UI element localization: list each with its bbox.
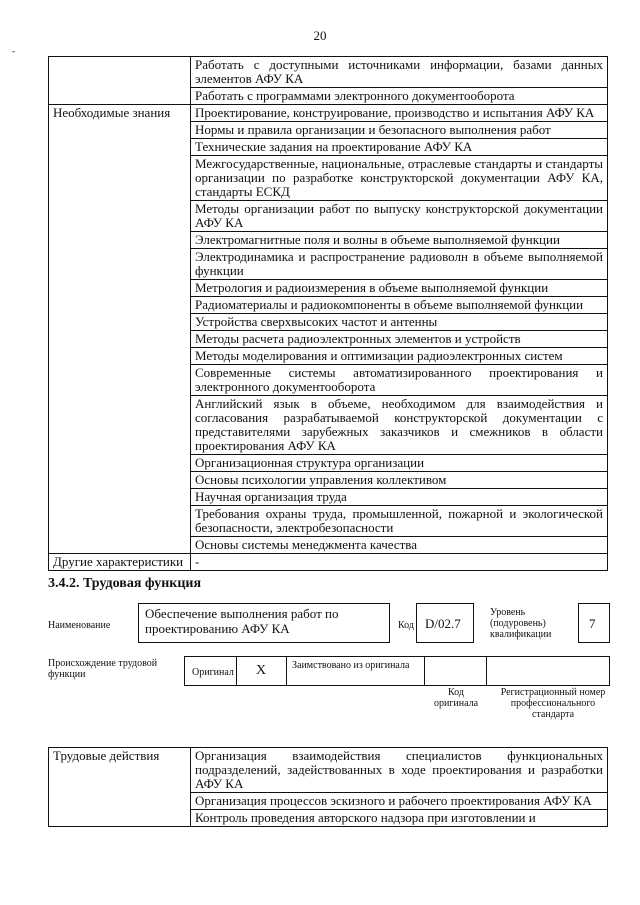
borrowed-label: Заимствовано из оригинала bbox=[292, 660, 410, 671]
row-value: Нормы и правила организации и безопасного выполнения работ bbox=[191, 122, 608, 139]
row-value: Работать с доступными источниками информации, базами данных элементов АФУ КА bbox=[191, 57, 608, 88]
origin-divider-2 bbox=[286, 656, 287, 686]
original-label: Оригинал bbox=[192, 667, 234, 678]
table-row bbox=[49, 748, 608, 793]
level-value: 7 bbox=[589, 616, 596, 631]
row-value: Организация взаимодействия специалистов функциональных подразделений, задействованных в ходе проектирования и разработки АФУ КА bbox=[191, 748, 608, 793]
row-value: Основы психологии управления коллективом bbox=[191, 472, 608, 489]
reg-number-label: Регистрационный номер профессионального стандарта bbox=[500, 687, 606, 720]
row-value: - bbox=[191, 554, 608, 571]
actions-table bbox=[48, 747, 608, 827]
row-value: Требования охраны труда, промышленной, пожарной и экологической безопасности, электробезопасности bbox=[191, 506, 608, 537]
table-row bbox=[49, 57, 608, 88]
row-value: Методы организации работ по выпуску конструкторской документации АФУ КА bbox=[191, 201, 608, 232]
code-label: Код bbox=[398, 620, 414, 631]
row-value: Проектирование, конструирование, производство и испытания АФУ КА bbox=[191, 105, 608, 122]
row-label: Другие характеристики bbox=[49, 554, 191, 571]
code-value: D/02.7 bbox=[425, 616, 461, 631]
row-value: Научная организация труда bbox=[191, 489, 608, 506]
table-row bbox=[49, 105, 608, 122]
row-label bbox=[49, 57, 191, 105]
original-mark: X bbox=[256, 663, 267, 678]
name-value: Обеспечение выполнения работ по проектированию АФУ КА bbox=[145, 606, 339, 636]
row-value: Современные системы автоматизированного проектирования и электронного документооборота bbox=[191, 365, 608, 396]
section-heading: 3.4.2. Трудовая функция bbox=[48, 576, 202, 591]
row-value: Работать с программами электронного документооборота bbox=[191, 88, 608, 105]
origin-divider-1 bbox=[236, 656, 237, 686]
code-original-label: Код оригинала bbox=[433, 687, 479, 709]
row-value: Основы системы менеджмента качества bbox=[191, 537, 608, 554]
page-number: 20 bbox=[313, 28, 327, 43]
row-value: Английский язык в объеме, необходимом для взаимодействия и согласования разрабатываемой конструкторской документации с представителями зарубежных заказчиков и смежников в области проектирования АФУ КА bbox=[191, 396, 608, 455]
level-label: Уровень (подуровень) квалификации bbox=[490, 607, 552, 640]
knowledge-table bbox=[48, 56, 608, 571]
name-label: Наименование bbox=[48, 620, 111, 631]
row-value: Методы расчета радиоэлектронных элементов и устройств bbox=[191, 331, 608, 348]
name-box bbox=[138, 603, 390, 643]
code-box bbox=[416, 603, 474, 643]
origin-label: Происхождение трудовой функции bbox=[48, 658, 158, 680]
row-value: Технические задания на проектирование АФУ КА bbox=[191, 139, 608, 156]
row-value: Организационная структура организации bbox=[191, 455, 608, 472]
row-value: Организация процессов эскизного и рабочего проектирования АФУ КА bbox=[191, 793, 608, 810]
row-value: Устройства сверхвысоких частот и антенны bbox=[191, 314, 608, 331]
row-value: Метрология и радиоизмерения в объеме выполняемой функции bbox=[191, 280, 608, 297]
row-label: Необходимые знания bbox=[49, 105, 191, 554]
origin-divider-3 bbox=[424, 656, 425, 686]
table-row bbox=[49, 554, 608, 571]
row-label: Трудовые действия bbox=[49, 748, 191, 827]
origin-divider-4 bbox=[486, 656, 487, 686]
row-value: Межгосударственные, национальные, отраслевые стандарты и стандарты организации по разработке конструкторской документации АФУ КА, стандарты ЕСКД bbox=[191, 156, 608, 201]
row-value: Электромагнитные поля и волны в объеме выполняемой функции bbox=[191, 232, 608, 249]
row-value: Радиоматериалы и радиокомпоненты в объеме выполняемой функции bbox=[191, 297, 608, 314]
row-value: Электродинамика и распространение радиоволн в объеме выполняемой функции bbox=[191, 249, 608, 280]
margin-mark: - bbox=[12, 46, 15, 56]
level-box bbox=[578, 603, 610, 643]
row-value: Контроль проведения авторского надзора при изготовлении и bbox=[191, 810, 608, 827]
row-value: Методы моделирования и оптимизации радиоэлектронных систем bbox=[191, 348, 608, 365]
